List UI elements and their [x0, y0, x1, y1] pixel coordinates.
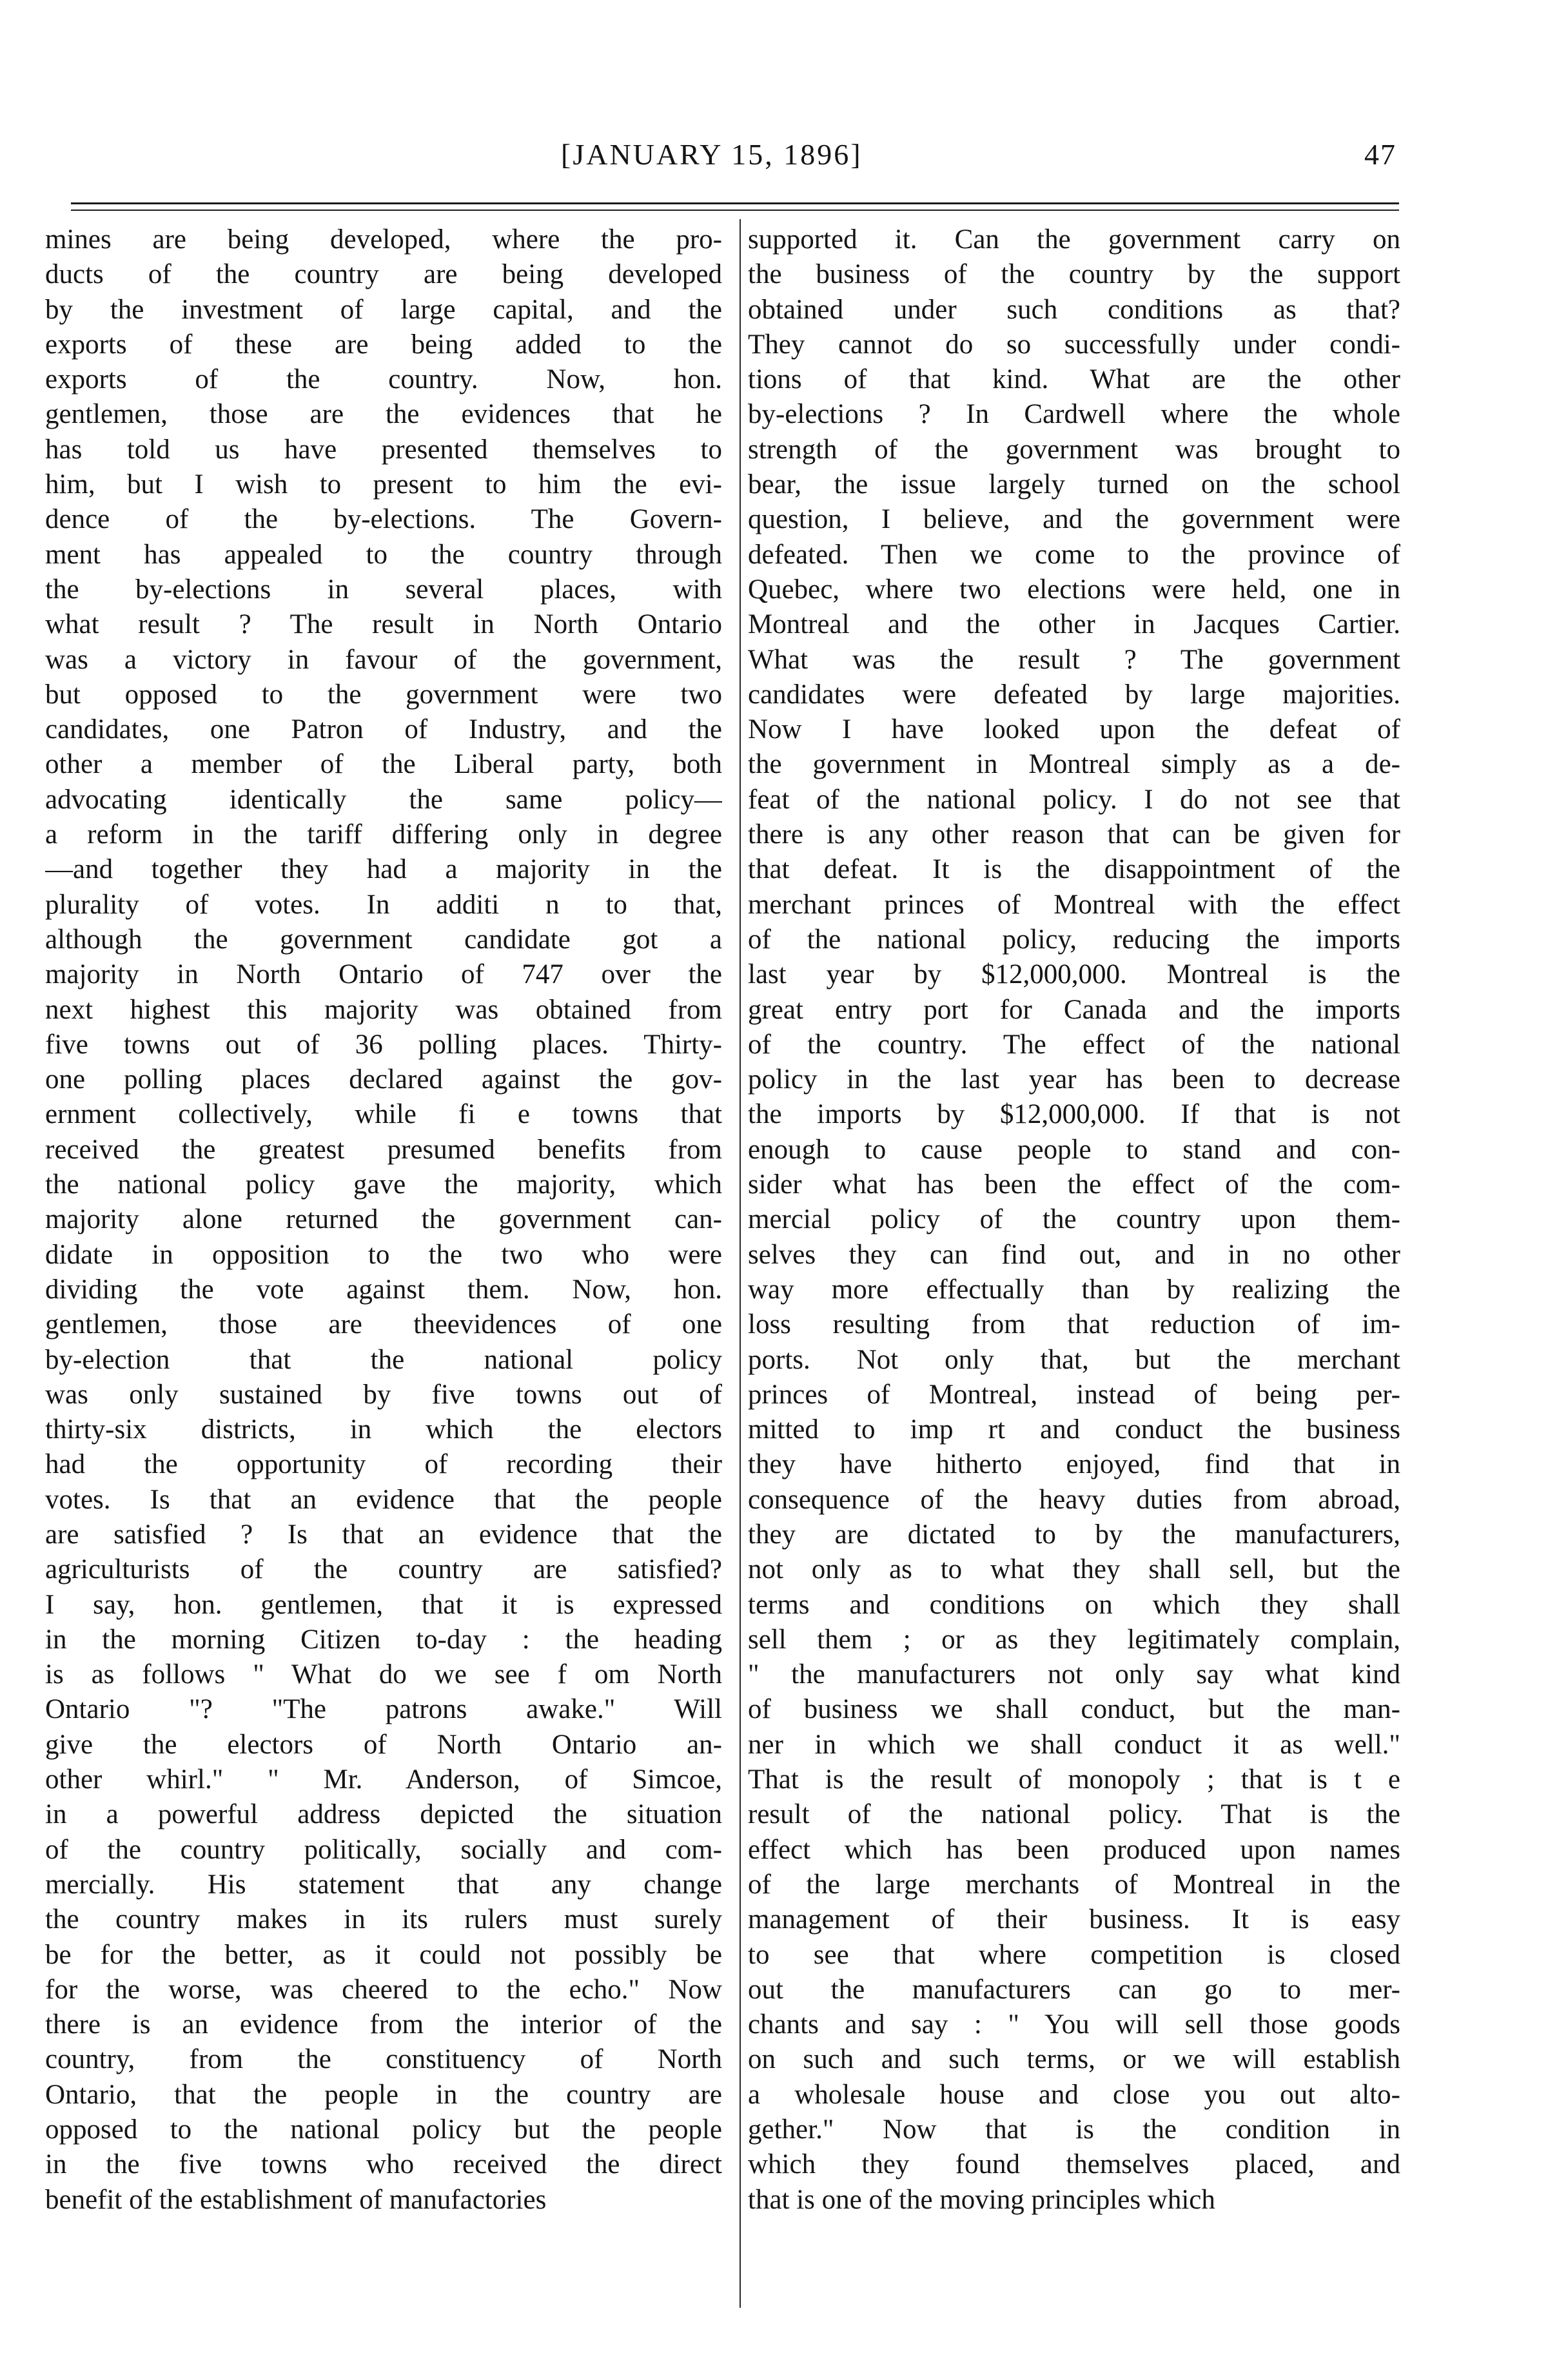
text-line: terms and conditions on which they shall — [748, 1589, 1400, 1620]
text-line: feat of the national policy. I do not see that — [748, 784, 1400, 815]
text-line: policy in the last year has been to decrease — [748, 1064, 1400, 1095]
text-line: is as follows " What do we see f om North — [45, 1659, 722, 1690]
text-line: be for the better, as it could not possibly be — [45, 1939, 722, 1970]
text-line: candidates were defeated by large majorities. — [748, 679, 1400, 710]
header-rule-bottom — [71, 210, 1399, 211]
text-line: by-elections ? In Cardwell where the whole — [748, 399, 1400, 430]
text-line: five towns out of 36 polling places. Thirty- — [45, 1029, 722, 1060]
text-line: " the manufacturers not only say what kind — [748, 1659, 1400, 1690]
text-line: of the national policy, reducing the imports — [748, 924, 1400, 955]
text-line: the country makes in its rulers must surely — [45, 1904, 722, 1935]
text-line: defeated. Then we come to the province of — [748, 539, 1400, 570]
text-line: the by-elections in several places, with — [45, 574, 722, 605]
text-line: there is any other reason that can be given for — [748, 819, 1400, 850]
text-line: consequence of the heavy duties from abroad, — [748, 1484, 1400, 1515]
text-line: gentlemen, those are theevidences of one — [45, 1309, 722, 1340]
text-line: the imports by $12,000,000. If that is not — [748, 1099, 1400, 1130]
text-line: in a powerful address depicted the situation — [45, 1799, 722, 1830]
text-line: What was the result ? The government — [748, 644, 1400, 675]
text-line: princes of Montreal, instead of being per- — [748, 1379, 1400, 1410]
text-line: opposed to the national policy but the people — [45, 2114, 722, 2145]
text-line: exports of these are being added to the — [45, 329, 722, 360]
text-line: they have hitherto enjoyed, find that in — [748, 1449, 1400, 1480]
text-line: of the country politically, socially and com- — [45, 1834, 722, 1865]
text-line: although the government candidate got a — [45, 924, 722, 955]
text-line: last year by $12,000,000. Montreal is the — [748, 959, 1400, 990]
text-line: there is an evidence from the interior of the — [45, 2009, 722, 2040]
text-line: votes. Is that an evidence that the people — [45, 1484, 722, 1515]
text-line: not only as to what they shall sell, but the — [748, 1554, 1400, 1585]
text-line: other a member of the Liberal party, both — [45, 749, 722, 780]
text-line: advocating identically the same policy— — [45, 784, 722, 815]
text-line: gether." Now that is the condition in — [748, 2114, 1400, 2145]
text-line: to see that where competition is closed — [748, 1939, 1400, 1970]
text-line: him, but I wish to present to him the evi- — [45, 469, 722, 500]
text-line: —and together they had a majority in the — [45, 854, 722, 885]
text-line: mercial policy of the country upon them- — [748, 1204, 1400, 1235]
text-line: that is one of the moving principles which — [748, 2184, 1215, 2215]
text-line: plurality of votes. In additi n to that, — [45, 889, 722, 920]
text-line: ner in which we shall conduct it as well." — [748, 1729, 1400, 1760]
text-line: result of the national policy. That is the — [748, 1799, 1400, 1830]
text-line: the government in Montreal simply as a de- — [748, 749, 1400, 780]
text-line: by-election that the national policy — [45, 1344, 722, 1375]
text-line: They cannot do so successfully under condi- — [748, 329, 1400, 360]
column-divider — [740, 219, 741, 2308]
text-line: has told us have presented themselves to — [45, 434, 722, 465]
text-line: but opposed to the government were two — [45, 679, 722, 710]
text-line: ports. Not only that, but the merchant — [748, 1344, 1400, 1375]
text-line: way more effectually than by realizing the — [748, 1274, 1400, 1305]
text-line: I say, hon. gentlemen, that it is expressed — [45, 1589, 722, 1620]
text-line: Montreal and the other in Jacques Cartier. — [748, 609, 1400, 640]
header-rule-top — [71, 202, 1399, 204]
text-line: thirty-six districts, in which the electors — [45, 1414, 722, 1445]
text-line: that defeat. It is the disappointment of the — [748, 854, 1400, 885]
text-line: mines are being developed, where the pro- — [45, 224, 722, 255]
text-line: agriculturists of the country are satisfied? — [45, 1554, 722, 1585]
text-line: ernment collectively, while fi e towns that — [45, 1099, 722, 1130]
text-line: give the electors of North Ontario an- — [45, 1729, 722, 1760]
text-line: Ontario, that the people in the country are — [45, 2079, 722, 2110]
text-line: ducts of the country are being developed — [45, 259, 722, 290]
text-line: gentlemen, those are the evidences that he — [45, 399, 722, 430]
text-line: country, from the constituency of North — [45, 2044, 722, 2075]
text-line: mitted to imp rt and conduct the business — [748, 1414, 1400, 1445]
text-line: mercially. His statement that any change — [45, 1869, 722, 1900]
text-line: exports of the country. Now, hon. — [45, 364, 722, 395]
text-line: the national policy gave the majority, which — [45, 1169, 722, 1200]
text-line: strength of the government was brought to — [748, 434, 1400, 465]
text-line: received the greatest presumed benefits from — [45, 1134, 722, 1165]
text-line: had the opportunity of recording their — [45, 1449, 722, 1480]
text-line: on such and such terms, or we will establish — [748, 2044, 1400, 2075]
text-line: ment has appealed to the country through — [45, 539, 722, 570]
text-line: dence of the by-elections. The Govern- — [45, 504, 722, 535]
text-line: sell them ; or as they legitimately complain, — [748, 1624, 1400, 1655]
text-line: supported it. Can the government carry on — [748, 224, 1400, 255]
text-line: majority in North Ontario of 747 over the — [45, 959, 722, 990]
text-line: tions of that kind. What are the other — [748, 364, 1400, 395]
text-line: which they found themselves placed, and — [748, 2149, 1400, 2180]
text-line: majority alone returned the government can- — [45, 1204, 722, 1235]
text-line: dividing the vote against them. Now, hon. — [45, 1274, 722, 1305]
issue-date: [JANUARY 15, 1896] — [561, 138, 863, 171]
text-line: of the country. The effect of the national — [748, 1029, 1400, 1060]
page-number: 47 — [1364, 138, 1396, 171]
right-column — [748, 222, 1400, 2218]
text-line: Ontario "? "The patrons awake." Will — [45, 1694, 722, 1725]
text-line: next highest this majority was obtained from — [45, 994, 722, 1025]
text-line: of the large merchants of Montreal in the — [748, 1869, 1400, 1900]
text-line: was a victory in favour of the government, — [45, 644, 722, 675]
text-line: one polling places declared against the gov- — [45, 1064, 722, 1095]
text-line: great entry port for Canada and the imports — [748, 994, 1400, 1025]
text-line: was only sustained by five towns out of — [45, 1379, 722, 1410]
text-line: other whirl." " Mr. Anderson, of Simcoe, — [45, 1764, 722, 1795]
text-line: a reform in the tariff differing only in degree — [45, 819, 722, 850]
text-line: sider what has been the effect of the com- — [748, 1169, 1400, 1200]
text-line: of business we shall conduct, but the man- — [748, 1694, 1400, 1725]
text-line: candidates, one Patron of Industry, and the — [45, 714, 722, 745]
text-line: obtained under such conditions as that? — [748, 294, 1400, 325]
text-line: for the worse, was cheered to the echo." Now — [45, 1974, 722, 2005]
text-line: benefit of the establishment of manufactories — [45, 2184, 547, 2215]
text-line: in the five towns who received the direct — [45, 2149, 722, 2180]
left-column — [45, 222, 722, 2218]
text-line: didate in opposition to the two who were — [45, 1239, 722, 1270]
text-line: are satisfied ? Is that an evidence that the — [45, 1519, 722, 1550]
text-line: That is the result of monopoly ; that is t e — [748, 1764, 1400, 1795]
text-line: merchant princes of Montreal with the effect — [748, 889, 1400, 920]
text-line: selves they can find out, and in no other — [748, 1239, 1400, 1270]
text-line: what result ? The result in North Ontario — [45, 609, 722, 640]
text-line: by the investment of large capital, and the — [45, 294, 722, 325]
text-line: enough to cause people to stand and con- — [748, 1134, 1400, 1165]
text-line: the business of the country by the support — [748, 259, 1400, 290]
text-line: management of their business. It is easy — [748, 1904, 1400, 1935]
text-line: a wholesale house and close you out alto- — [748, 2079, 1400, 2110]
text-line: effect which has been produced upon names — [748, 1834, 1400, 1865]
text-line: question, I believe, and the government were — [748, 504, 1400, 535]
text-line: bear, the issue largely turned on the school — [748, 469, 1400, 500]
text-line: Quebec, where two elections were held, one in — [748, 574, 1400, 605]
text-line: chants and say : " You will sell those goods — [748, 2009, 1400, 2040]
text-line: out the manufacturers can go to mer- — [748, 1974, 1400, 2005]
text-line: they are dictated to by the manufacturers, — [748, 1519, 1400, 1550]
text-line: Now I have looked upon the defeat of — [748, 714, 1400, 745]
running-head — [0, 132, 1568, 177]
text-line: in the morning Citizen to-day : the heading — [45, 1624, 722, 1655]
text-line: loss resulting from that reduction of im- — [748, 1309, 1400, 1340]
